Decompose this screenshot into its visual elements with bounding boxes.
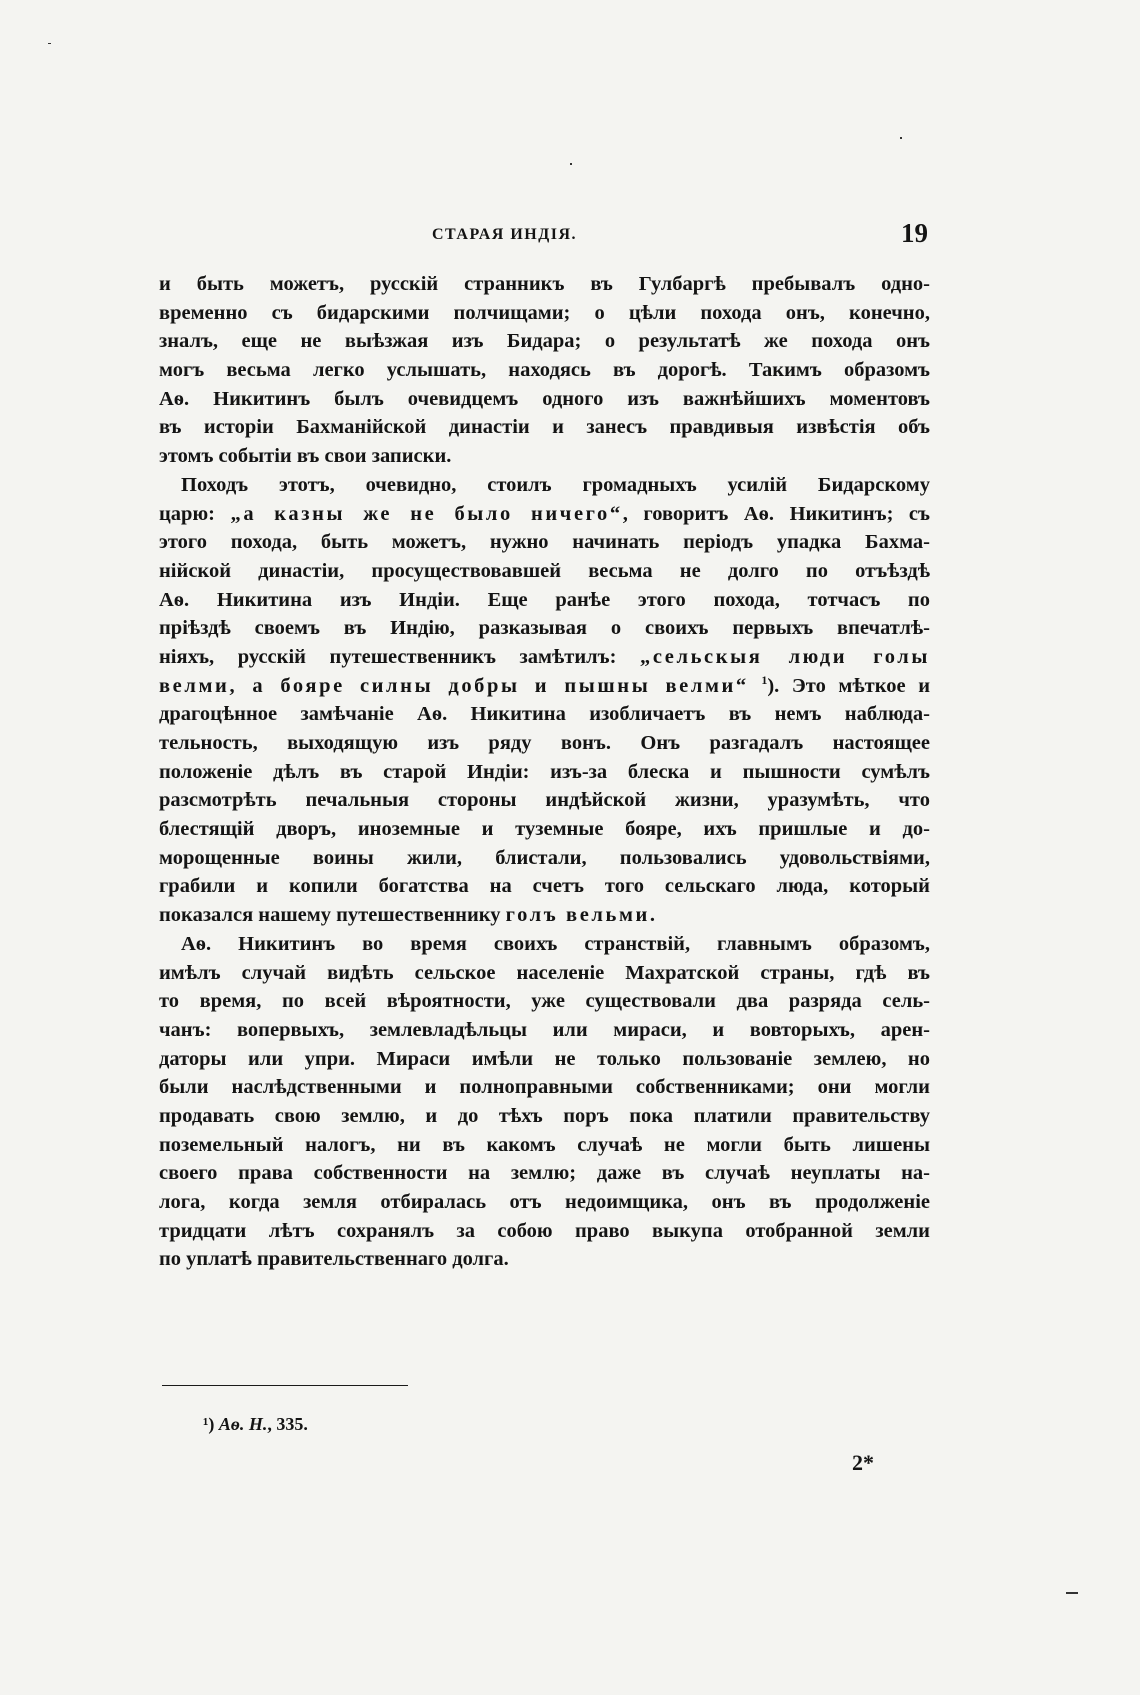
text-line: даторы или упри. Мираси имѣли не только пользованіе землею, но bbox=[159, 1047, 930, 1070]
text-line: чанъ: вопервыхъ, землевладѣльцы или мираси, и вовторыхъ, арен- bbox=[159, 1018, 930, 1041]
footnote bbox=[203, 1414, 308, 1435]
text-line: блестящій дворъ, иноземные и туземные бояре, ихъ пришлые и до- bbox=[159, 818, 930, 841]
footnote-ref: 1 bbox=[761, 672, 768, 687]
quote-text: голъ вельми. bbox=[505, 904, 658, 927]
scan-speck bbox=[570, 163, 572, 165]
quote-text: „а казны же не было ничего“ bbox=[230, 502, 623, 525]
scan-speck bbox=[1066, 1592, 1078, 1594]
text-line: продавать свою землю, и до тѣхъ поръ пока платили правительству bbox=[159, 1104, 930, 1127]
text-line: имѣлъ случай видѣть сельское населеніе Махратской страны, гдѣ въ bbox=[159, 961, 930, 984]
text-line: и быть можетъ, русскій странникъ въ Гулбаргѣ пребывалъ одно- bbox=[159, 273, 930, 295]
text-line: тельность, выходящую изъ ряду вонъ. Онъ разгадалъ настоящее bbox=[159, 732, 930, 754]
text-line: временно съ бидарскими полчищами; о цѣли похода онъ, конечно, bbox=[159, 301, 930, 324]
page-header bbox=[160, 218, 928, 252]
text-line: поземельный налогъ, ни въ какомъ случаѣ не могли быть лишены bbox=[159, 1133, 930, 1156]
text-line: разсмотрѣть печальныя стороны индѣйской жизни, уразумѣть, что bbox=[159, 789, 930, 812]
text-line: морощенные воины жили, блистали, пользовались удовольствіями, bbox=[159, 846, 930, 869]
quote-text: „сельскыя люди голы bbox=[639, 645, 930, 668]
text-fragment: показался нашему путешественнику bbox=[159, 904, 506, 927]
text-line: Аѳ. Никитинъ былъ очевидцемъ одного изъ важнѣйшихъ моментовъ bbox=[159, 387, 930, 410]
text-line bbox=[159, 643, 930, 672]
text-line: драгоцѣнное замѣчаніе Аѳ. Никитина изобличаетъ въ немъ наблюда- bbox=[159, 703, 930, 726]
scan-speck bbox=[48, 43, 51, 44]
text-line: по уплатѣ правительственнаго долга. bbox=[159, 1248, 509, 1271]
page-number: 19 bbox=[901, 218, 928, 248]
text-line: были наслѣдственными и полноправными собственниками; они могли bbox=[159, 1076, 930, 1099]
signature-mark: 2* bbox=[852, 1450, 874, 1475]
text-line bbox=[159, 672, 930, 701]
text-fragment: ). Это мѣткое и bbox=[767, 674, 931, 697]
footnote-source: Аѳ. Н. bbox=[218, 1414, 268, 1434]
text-line: то время, по всей вѣроятности, уже существовали два разряда сель- bbox=[159, 990, 930, 1013]
text-line: тридцати лѣтъ сохранялъ за собою право выкупа отобранной земли bbox=[159, 1219, 930, 1242]
running-title: СТАРАЯ ИНДІЯ. bbox=[432, 226, 577, 243]
text-line bbox=[159, 500, 930, 529]
text-line: могъ весьма легко услышать, находясь въ дорогѣ. Такимъ образомъ bbox=[159, 359, 930, 382]
text-fragment: ніяхъ, русскій путешественникъ замѣтилъ: bbox=[159, 645, 640, 668]
text-line bbox=[159, 901, 930, 930]
text-line: нійской династіи, просуществовавшей весьма не долго по отъѣздѣ bbox=[159, 559, 930, 582]
text-line: Аѳ. Никитина изъ Индіи. Еще ранѣе этого похода, тотчасъ по bbox=[159, 588, 930, 611]
text-fragment: , говоритъ Аѳ. Никитинъ; съ bbox=[622, 502, 930, 525]
footnote-marker: ¹) bbox=[203, 1414, 215, 1434]
body-text bbox=[159, 270, 930, 1274]
footnote-rule bbox=[162, 1385, 408, 1386]
text-line: зналъ, еще не выѣзжая изъ Бидара; о результатѣ же похода онъ bbox=[159, 330, 930, 353]
text-line: грабили и копили богатства на счетъ того сельскаго люда, который bbox=[159, 875, 930, 898]
text-line: своего права собственности на землю; даже въ случаѣ неуплаты на- bbox=[159, 1162, 930, 1185]
text-line: пріѣздѣ своемъ въ Индію, разказывая о своихъ первыхъ впечатлѣ- bbox=[159, 617, 930, 640]
text-line: Аѳ. Никитинъ во время своихъ странствій, главнымъ образомъ, bbox=[181, 932, 930, 955]
text-line: Походъ этотъ, очевидно, стоилъ громадныхъ усилій Бидарскому bbox=[181, 473, 930, 496]
text-fragment: царю: bbox=[159, 502, 231, 525]
footnote-page: , 335. bbox=[267, 1414, 308, 1434]
text-line: положеніе дѣлъ въ старой Индіи: изъ-за блеска и пышности сумѣлъ bbox=[159, 760, 930, 783]
quote-text: велми, а бояре силны добры и пышны велми“ bbox=[159, 674, 749, 697]
text-line: этомъ событіи въ свои записки. bbox=[159, 445, 452, 468]
text-line: въ исторіи Бахманійской династіи и занесъ правдивыя извѣстія объ bbox=[159, 416, 930, 439]
scan-speck bbox=[900, 137, 902, 139]
text-line: лога, когда земля отбиралась отъ недоимщика, онъ въ продолженіе bbox=[159, 1191, 930, 1213]
text-line: этого похода, быть можетъ, нужно начинать періодъ упадка Бахма- bbox=[159, 531, 930, 554]
